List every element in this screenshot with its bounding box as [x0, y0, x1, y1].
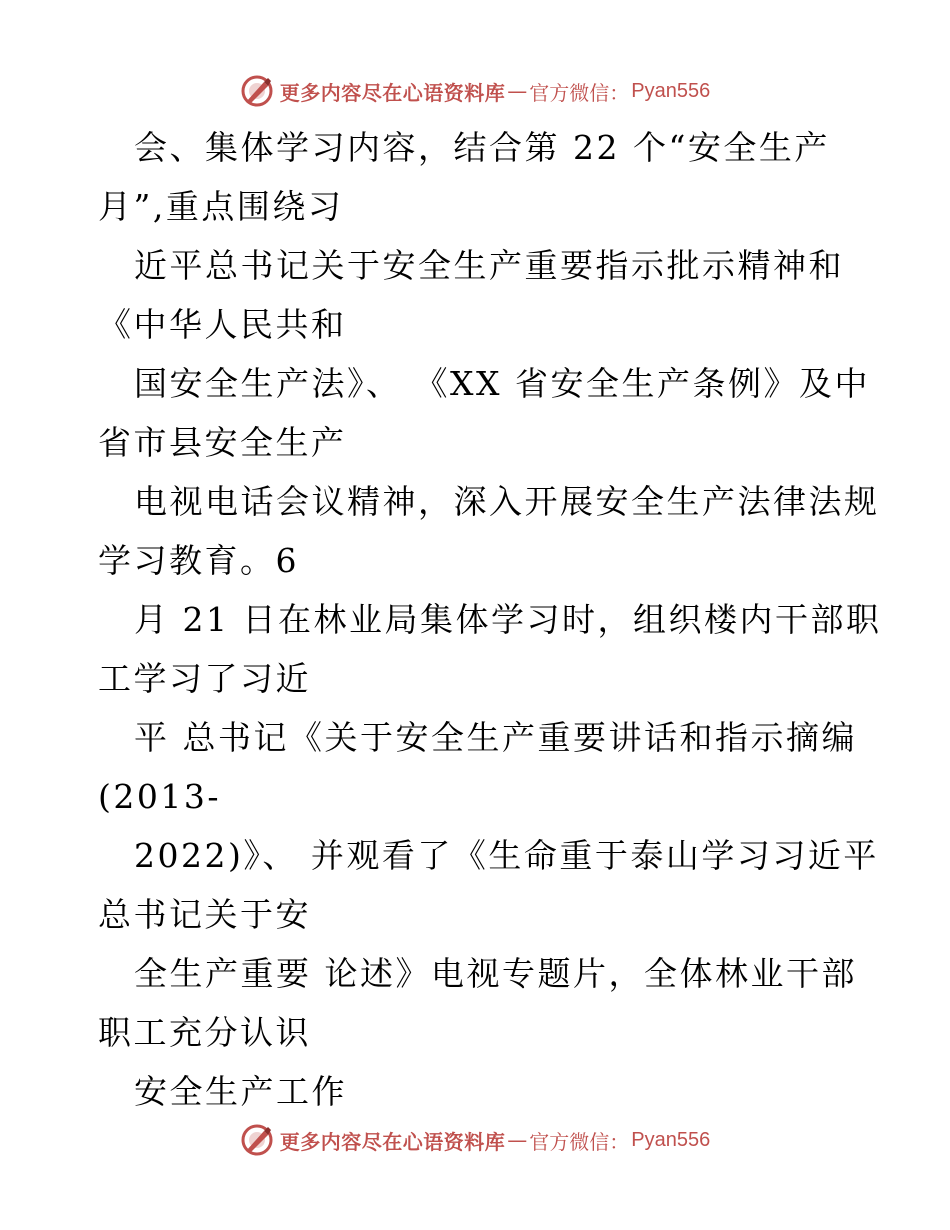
header-banner	[0, 71, 950, 111]
text-line: 《中华人民共和	[98, 305, 347, 344]
pen-logo-icon	[240, 74, 274, 108]
banner-dash: —	[507, 1128, 528, 1152]
text-line: 总书记关于安	[98, 895, 311, 934]
banner-wechat-label: 官方微信：	[529, 1129, 630, 1154]
document-body	[98, 118, 882, 1121]
text-line: 月 21 日在林业局集体学习时，组织楼内干部职	[134, 600, 882, 639]
text-line: 电视电话会议精神，深入开展安全生产法律法规	[134, 482, 880, 521]
banner-brand-text: 更多内容尽在心语资料库	[279, 1129, 506, 1154]
banner-dash: —	[507, 79, 528, 103]
text-line: 安全生产工作	[134, 1072, 347, 1111]
text-line: 月”,重点围绕习	[98, 187, 344, 226]
text-line: 近平总书记关于安全生产重要指示批示精神和	[134, 246, 844, 285]
text-line: 国安全生产法》、 《XX 省安全生产条例》及中	[134, 364, 870, 403]
banner-brand-text: 更多内容尽在心语资料库	[279, 80, 506, 105]
footer-banner	[0, 1120, 950, 1160]
text-line: 平 总书记《关于安全生产重要讲话和指示摘编	[134, 718, 857, 757]
text-line: 学习教育。6	[98, 541, 299, 580]
text-line: 会、集体学习内容，结合第 22 个“安全生产	[134, 128, 830, 167]
text-line: (2013-	[98, 777, 222, 816]
text-line: 全生产重要 论述》电视专题片，全体林业干部	[134, 954, 857, 993]
text-line: 职工充分认识	[98, 1013, 311, 1052]
pen-logo-icon	[240, 1123, 274, 1157]
banner-wechat-label: 官方微信：	[529, 80, 630, 105]
banner-wechat-id: Pyan556	[631, 1128, 711, 1151]
text-line: 工学习了习近	[98, 659, 311, 698]
text-line: 2022)》、 并观看了《生命重于泰山学习习近平	[134, 836, 879, 875]
banner-wechat-id: Pyan556	[631, 79, 711, 102]
text-line: 省市县安全生产	[98, 423, 347, 462]
